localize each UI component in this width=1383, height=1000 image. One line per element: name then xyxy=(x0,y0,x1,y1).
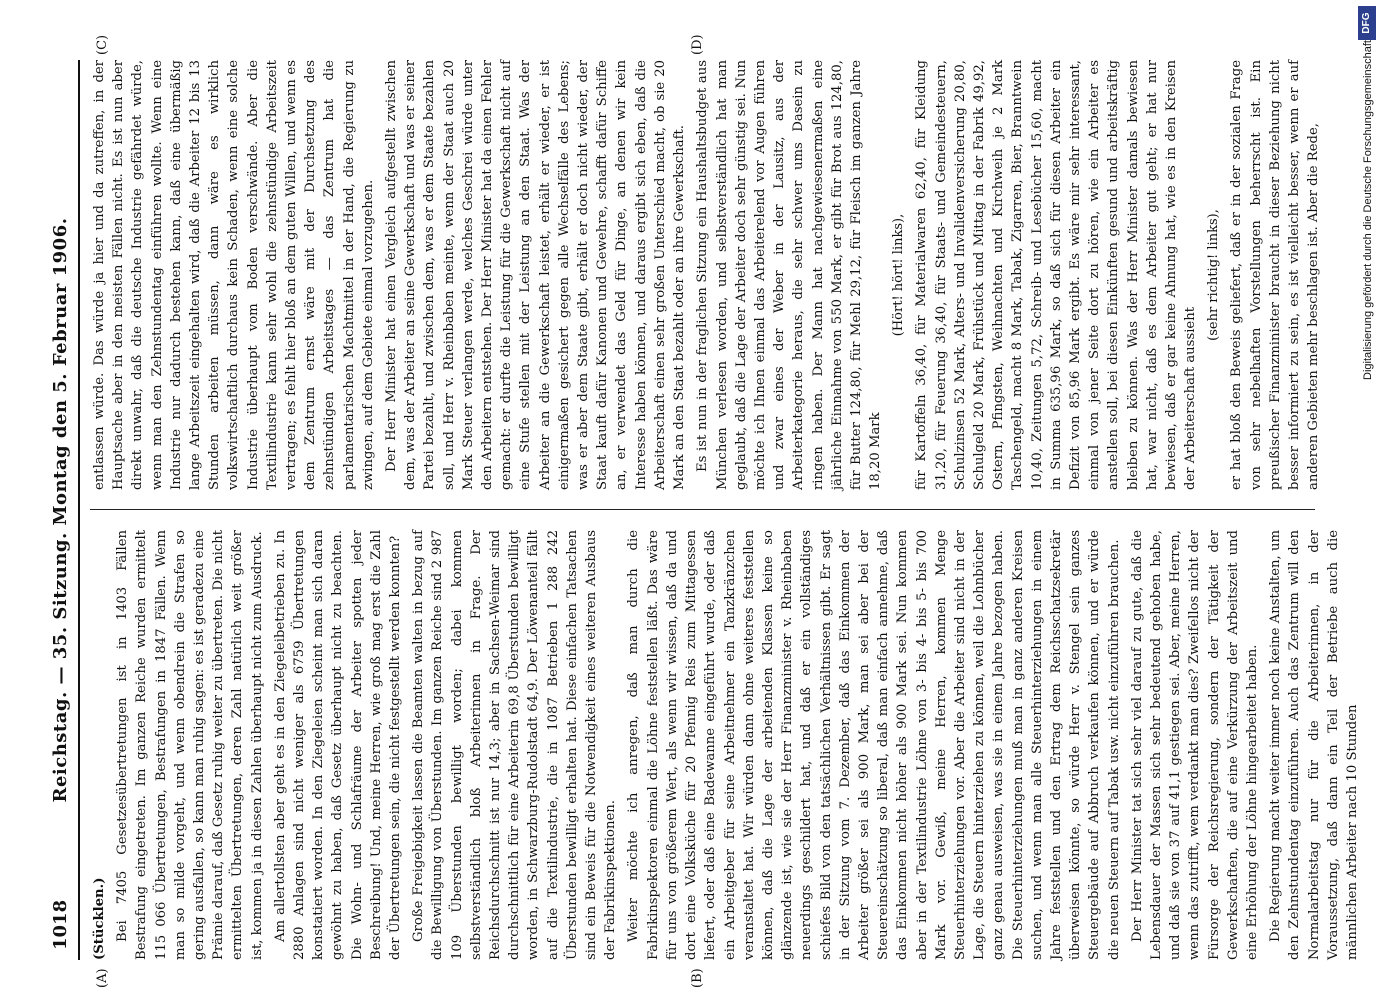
interjection: (sehr richtig! links), xyxy=(1206,209,1222,341)
header-rule xyxy=(78,60,80,960)
margin-mark-a: (A) xyxy=(95,968,110,988)
paragraph: entlassen würde. Das würde ja hier und da zutreffen, in der Hauptsache aber in den meisten Fällen nicht. Es ist nun aber direkt unwahr, daß die deutsche Industrie gefährdet würde, wenn man den Zehnstundentag einführen wollte. Wenn eine Industrie nur dadurch bestehen kann, daß eine übermäßig lange Arbeitszeit eingehalten wird, daß die Arbeiter 12 bis 13 Stunden arbeiten müssen, dann wäre es wirklich volkswirtschaftlich durchaus kein Schaden, wenn eine solche Industrie überhaupt vom Boden verschwände. Aber die Textilindustrie kann sehr wohl die zehnstündige Arbeitszeit vertragen; es fehlt hier bloß an dem guten Willen, und wenn es dem Zentrum ernst wäre mit der Durchsetzung des zehnstündigen Arbeitstages — das Zentrum hat die parlamentarischen Machtmittel in der Hand, die Regierung zu zwingen, auf dem Gebiete einmal vorzugehen. xyxy=(92,60,376,490)
paragraph: Am allertollsten aber geht es in den Ziegeleibetrieben zu. In 2880 Anlagen sind nicht weniger als 6759 Übertretungen konstatiert worden. In den Ziegeleien scheint man sich daran gewöhnt zu haben, daß Gesetz überhaupt nicht zu beachten. Die Wohn- und Schlafräume der Arbeiter spotten jeder Beschreibung! Und, meine Herren, wie groß mag erst die Zahl der Übertretungen sein, die nicht festgestellt werden konnten? xyxy=(272,530,404,960)
dfg-logo: DFG xyxy=(1358,6,1376,40)
margin-mark-b: (B) xyxy=(690,968,705,988)
margin-mark-d: (D) xyxy=(690,34,705,55)
paragraph: Der Herr Minister tat sich sehr viel darauf zu gute, daß die Lebensdauer der Massen sich sehr bedeutend gehoben habe, und daß sie von 37 auf 41,1 gestiegen sei. Aber, meine Herren, wenn das zutrifft, wem verdankt man dies? Zweifellos nicht der Fürsorge der Reichsregierung, sondern der Tätigkeit der Gewerkschaften, die auf eine Verkürzung der Arbeitszeit und eine Erhöhung der Löhne hingearbeitet haben. xyxy=(1129,530,1260,960)
paragraph: Die Regierung macht weiter immer noch keine Anstalten, um den Zehnstundentag einzuführen. Auch das Zentrum will den Normalarbeitstag nur für die Arbeiterinnen, in der Voraussetzung, daß dann ein Teil der Betriebe auch die männlichen Arbeiter nach 10 Stunden xyxy=(1268,530,1360,960)
page-header xyxy=(40,60,80,960)
speaker-tag: (Stücklen.) xyxy=(92,877,107,960)
interjection: (Hört! hört! links), xyxy=(891,213,907,337)
left-column xyxy=(90,530,1360,960)
page-number: 1018 xyxy=(50,899,71,950)
digitization-credit: Digitalisierung gefördert durch die Deutsche Forschungsgemeinschaft xyxy=(1362,40,1374,380)
paragraph: Es ist nun in der fraglichen Sitzung ein Haushaltsbudget aus München verlesen worden, und selbstverständlich hat man geglaubt, daß die Lage der Arbeiter doch sehr günstig sei. Nun möchte ich Ihnen einmal das Arbeiterelend vor Augen führen und zwar eines der Weber in der Lausitz, aus der Arbeiterkategorie heraus, die sehr schwer ums Dasein zu ringen haben. Der Mann hat nachgewiesenermaßen eine jährliche Einnahme von 550 Mark, er gibt für Brot aus 124,80, für Butter 124,80, für Mehl 29,12, für Fleisch im ganzen Jahre 18,20 Mark xyxy=(695,60,884,490)
paragraph: Große Freigebigkeit lassen die Beamten walten in bezug auf die Bewilligung von Überstunden. Im ganzen Reiche sind 2 987 109 Überstunden bewilligt worden; dabei kommen selbstverständlich bloß Arbeiterinnen in Frage. Der Reichsdurchschnitt ist nur 14,3; aber in Sachsen-Weimar sind durchschnittlich für eine Arbeiterin 69,8 Überstunden bewilligt worden, in Schwarzburg-Rudolstadt 64,9. Der Löwenanteil fällt auf die Textilindustrie, die in 1087 Betrieben 1 288 242 Überstunden bewilligt erhalten hat. Diese einfachen Tatsachen sind ein Beweis für die Notwendigkeit eines weiteren Ausbaus der Fabrikinspektionen. xyxy=(411,530,619,960)
newspaper-page xyxy=(40,34,1360,988)
column-divider xyxy=(90,509,1315,510)
paragraph: er hat bloß den Beweis geliefert, daß er in der sozialen Frage von sehr nebelhaften Vorstellungen beherrscht ist. Ein preußischer Finanzminister braucht in dieser Beziehung nicht besser informiert zu sein, es ist vielleicht besser, wenn er auf anderen Gebieten mehr beschlagen ist. Aber die Rede, xyxy=(1229,60,1322,490)
paragraph: Der Herr Minister hat einen Vergleich aufgestellt zwischen dem, was der Arbeiter an seine Gewerkschaft und was er seiner Partei bezahlt, und zwischen dem, was er dem Staate bezahlen soll, und Herr v. Rheinbaben meinte, wenn der Staat auch 20 Mark Steuer verlangen werde, welches Geschrei würde unter den Arbeitern entstehen. Der Herr Minister hat da einen Fehler gemacht: er durfte die Leistung für die Gewerkschaft nicht auf eine Stufe stellen mit der Leistung an den Staat. Was der Arbeiter an die Gewerkschaft leistet, erhält er wieder, er ist einigermaßen gesichert gegen alle Wechselfälle des Lebens; was er aber dem Staate gibt, erhält er doch nicht wieder, der Staat kauft dafür Kanonen und Gewehre, schafft dafür Schiffe an, er verwendet das Geld für Dinge, an denen wir kein Interesse haben können, und daraus ergibt sich eben, daß die Arbeiterschaft einen sehr großen Unterschied macht, ob sie 20 Mark an den Staat bezahlt oder an ihre Gewerkschaft. xyxy=(384,60,688,490)
paragraph: Bei 7405 Gesetzesübertretungen ist in 1403 Fällen Bestrafung eingetreten. Im ganzen Reiche wurden ermittelt 115 066 Übertretungen, Bestrafungen in 1847 Fällen. Wenn man so milde vorgeht, und wenn obendrein die Strafen so gering ausfallen, so kann man ruhig sagen: es ist geradezu eine Prämie darauf, daß Gesetz ruhig weiter zu übertreten. Die nicht ermittelten Übertretungen, deren Zahl natürlich weit größer ist, kommen ja in diesen Zahlen überhaupt nicht zum Ausdruck. xyxy=(115,530,265,960)
right-column xyxy=(90,60,1322,490)
paragraph: Weiter möchte ich anregen, daß man durch die Fabrikinspektoren einmal die Löhne feststellen läßt. Das wäre für uns von größerem Wert, als wenn wir wissen, daß da und dort eine Volksküche für 20 Pfennig Reis zum Mittagessen liefert, oder daß eine Badewanne eingeführt wurde, oder daß ein Arbeitgeber für seine Arbeitnehmer ein Tanzkränzchen veranstaltet hat. Wir würden dann ohne weiteres feststellen können, daß die Lage der arbeitenden Klassen keine so glänzende ist, wie sie der Herr Finanzminister v. Rheinbaben neuerdings geschildert hat, und daß er ein vollständiges schiefes Bild von den tatsächlichen Verhältnissen gibt. Er sagt in der Sitzung vom 7. Dezember, daß das Einkommen der Arbeiter größer sei als 900 Mark, man sei aber bei der Steuereinschätzung so liberal, daß man einfach annehme, daß das Einkommen nicht höher als 900 Mark sei. Nun kommen aber in der Textilindustrie Löhne von 3- bis 4- bis 5- bis 700 Mark vor. Gewiß, meine Herren, kommen Menge Steuerhinterziehungen vor. Aber die Arbeiter sind nicht in der Lage, die Steuern hinterziehen zu können, weil die Lohnbücher ganz genau ausweisen, was sie in einem Jahre bezogen haben. Die Steuerhinterziehungen muß man in ganz anderen Kreisen suchen, und wenn man alle Steuerhinterziehungen in einem Jahre feststellen und den Ertrag dem Reichsschatzsekretär überweisen könnte, so würde Herr v. Stengel sein ganzes Steuergebäude auf Abbruch verkaufen können, und er würde die neuen Steuern auf Tabak usw. nicht einzuführen brauchen. xyxy=(626,530,1122,960)
paragraph: für Kartoffeln 36,40, für Materialwaren 62,40, für Kleidung 31,20, für Feuerung 36,40, für Staats- und Gemeindesteuern, Schulzinsen 52 Mark, Alters- und Invalidenversicherung 20,80, Schulgeld 20 Mark, Frühstück und Mittag in der Fabrik 49,92, Ostern, Pfingsten, Weihnachten und Kirchweih je 2 Mark Taschengeld, macht 8 Mark, Tabak, Zigarren, Bier, Branntwein 10,40, Zeitungen 5,72, Schreib- und Lesebücher 15,60, macht in Summa 635,96 Mark, so daß sich für diesen Arbeiter ein Defizit von 85,96 Mark ergibt. Es wäre mir sehr interessant, einmal von jener Seite dort zu hören, wie ein Arbeiter es anstellen soll, bei diesen Einkünften gesund und arbeitskräftig bleiben zu können. Was der Herr Minister damals bewiesen hat, war nicht, daß es dem Arbeiter gut geht; er hat nur bewiesen, daß er gar keine Ahnung hat, wie es in den Kreisen der Arbeiterschaft aussieht xyxy=(914,60,1199,490)
margin-mark-c: (C) xyxy=(95,34,110,55)
page-title: Reichstag. — 35. Sitzung. Montag den 5. Februar 1906. xyxy=(50,217,71,803)
